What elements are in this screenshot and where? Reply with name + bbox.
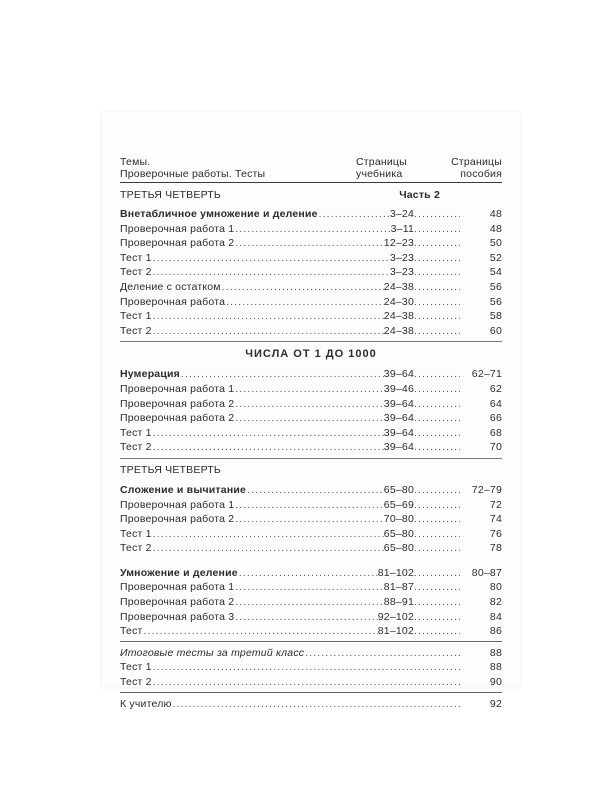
manual-page: 72–79 (471, 483, 502, 496)
row-lead (120, 624, 378, 639)
row-lead (120, 411, 384, 426)
manual-page: 88 (489, 646, 502, 659)
manual-page: 48 (489, 222, 502, 235)
contents-row (120, 660, 502, 675)
manual-page: 56 (489, 280, 502, 293)
contents-row (120, 483, 502, 498)
section2-title: ЧИСЛА ОТ 1 ДО 1000 (245, 348, 377, 361)
textbook-pages: 65–80 (383, 483, 414, 496)
dot-leader-tail (414, 566, 460, 581)
section1-list (120, 207, 502, 338)
dot-leader-tail (414, 324, 460, 339)
header-manual-line2: пособия (460, 168, 502, 180)
contents-row (120, 411, 502, 426)
row-title: Тест 2 (120, 542, 152, 555)
dot-leader-tail (414, 426, 460, 441)
section3-list-b (120, 566, 502, 639)
row-title: Итоговые тесты за третий класс (120, 646, 305, 659)
contents-row (120, 295, 502, 310)
header-topics (120, 152, 356, 182)
dot-leader (318, 207, 390, 222)
dot-leader-tail (414, 382, 460, 397)
dot-leader (152, 440, 384, 455)
manual-page: 84 (489, 610, 502, 623)
textbook-pages: 65–69 (383, 498, 414, 511)
row-lead (120, 527, 384, 542)
textbook-pages: 81–102 (377, 566, 414, 579)
manual-page: 86 (489, 625, 502, 638)
textbook-pages: 24–38 (383, 324, 414, 337)
section3-heading (120, 462, 502, 479)
textbook-pages: 12–23 (383, 237, 414, 250)
textbook-pages: 24–30 (383, 295, 414, 308)
row-lead (120, 397, 384, 412)
row-lead (120, 222, 391, 237)
contents-row (120, 222, 502, 237)
textbook-pages: 39–64 (383, 441, 414, 454)
dot-leader-tail (414, 595, 460, 610)
manual-page: 56 (489, 295, 502, 308)
contents-row (120, 251, 502, 266)
dot-leader (234, 595, 384, 610)
dot-leader-tail (414, 207, 460, 222)
manual-page: 50 (489, 237, 502, 250)
section3-title: ТРЕТЬЯ ЧЕТВЕРТЬ (120, 464, 222, 477)
row-lead (120, 610, 378, 625)
dot-leader (234, 498, 384, 513)
dot-leader-tail (414, 541, 460, 556)
manual-page: 90 (489, 676, 502, 689)
dot-leader (152, 527, 384, 542)
dot-leader (152, 324, 384, 339)
manual-page: 62–71 (471, 368, 502, 381)
row-lead (120, 367, 384, 382)
row-lead (120, 580, 384, 595)
contents-row (120, 440, 502, 455)
dot-leader (234, 411, 384, 426)
final-tests-title (120, 646, 502, 661)
dot-leader-tail (414, 624, 460, 639)
textbook-pages: 3–23 (389, 251, 414, 264)
contents-row (120, 397, 502, 412)
book-page (102, 112, 520, 710)
section1-divider (120, 341, 502, 342)
contents-row (120, 580, 502, 595)
dot-leader (152, 309, 384, 324)
dot-leader-tail (414, 309, 460, 324)
textbook-pages: 24–38 (383, 280, 414, 293)
dot-leader (152, 426, 384, 441)
row-title: Проверочная работа 2 (120, 412, 235, 425)
dot-leader-tail (414, 512, 460, 527)
row-title: К учителю (120, 697, 172, 710)
manual-page: 52 (489, 251, 502, 264)
dot-leader (234, 512, 384, 527)
row-title: Проверочная работа 2 (120, 513, 235, 526)
dot-leader-tail (414, 397, 460, 412)
row-title: Сложение и вычитание (120, 483, 247, 496)
teacher-entry (120, 697, 502, 712)
row-lead (120, 207, 390, 222)
dot-leader (246, 483, 384, 498)
dot-leader-tail (414, 580, 460, 595)
row-lead (120, 295, 384, 310)
manual-page: 80 (489, 581, 502, 594)
row-title: Тест 2 (120, 266, 152, 279)
header-topics-line2: Проверочные работы. Тесты (120, 168, 266, 180)
contents-row (120, 566, 502, 581)
row-title: Проверочная работа 1 (120, 498, 235, 511)
textbook-pages: 39–46 (383, 382, 414, 395)
textbook-pages: 88–91 (383, 596, 414, 609)
textbook-pages: 92–102 (377, 610, 414, 623)
row-title: Тест 1 (120, 310, 152, 323)
manual-page: 72 (489, 498, 502, 511)
row-lead (120, 675, 460, 690)
row-title: Проверочная работа 1 (120, 581, 235, 594)
contents-row (120, 595, 502, 610)
row-title: Тест 2 (120, 676, 152, 689)
manual-page: 82 (489, 596, 502, 609)
dot-leader (234, 580, 384, 595)
row-lead (120, 426, 384, 441)
dot-leader (238, 566, 378, 581)
dot-leader-tail (414, 483, 460, 498)
header-manual-line1: Страницы (451, 156, 502, 168)
dot-leader-tail (414, 440, 460, 455)
contents-row (120, 280, 502, 295)
contents-row (120, 610, 502, 625)
manual-page: 58 (489, 310, 502, 323)
dot-leader (225, 295, 384, 310)
textbook-pages: 24–38 (383, 310, 414, 323)
contents-row (120, 236, 502, 251)
header-divider (120, 182, 502, 183)
header-textbook-line2: учебника (356, 168, 403, 180)
row-title: Проверочная работа 1 (120, 222, 235, 235)
section1-title: ТРЕТЬЯ ЧЕТВЕРТЬ (120, 188, 222, 201)
contents-row (120, 426, 502, 441)
row-title: Проверочная работа 2 (120, 397, 235, 410)
dot-leader (234, 397, 384, 412)
contents-row (120, 498, 502, 513)
section3-list-a (120, 483, 502, 556)
dot-leader-tail (414, 411, 460, 426)
manual-page: 48 (489, 208, 502, 220)
textbook-pages: 65–80 (383, 527, 414, 540)
dot-leader (234, 222, 390, 237)
dot-leader-tail (414, 527, 460, 542)
contents-row (120, 624, 502, 639)
header-textbook-line1: Страницы (356, 156, 407, 168)
row-lead (120, 265, 390, 280)
manual-page: 70 (489, 441, 502, 454)
dot-leader (172, 697, 460, 712)
section1-heading (120, 186, 502, 203)
row-lead (120, 280, 384, 295)
dot-leader-tail (414, 222, 460, 237)
header-manual-pages (442, 152, 502, 182)
row-title: Проверочная работа 3 (120, 610, 235, 623)
dot-leader (304, 646, 460, 661)
row-title: Тест 1 (120, 426, 152, 439)
dot-leader (152, 660, 460, 675)
manual-page: 74 (489, 513, 502, 526)
dot-leader-tail (414, 236, 460, 251)
row-title: Нумерация (120, 368, 180, 381)
row-lead (120, 660, 460, 675)
row-title: Тест 1 (120, 661, 152, 674)
row-title: Тест 2 (120, 441, 152, 454)
table-of-contents (120, 152, 502, 711)
manual-page: 88 (489, 661, 502, 674)
manual-page: 78 (489, 542, 502, 555)
contents-row (120, 265, 502, 280)
manual-page: 80–87 (471, 566, 502, 579)
dot-leader-tail (414, 367, 460, 382)
dot-leader (152, 541, 384, 556)
row-lead (120, 498, 384, 513)
row-lead (120, 309, 384, 324)
textbook-pages: 3–23 (389, 266, 414, 279)
manual-page: 64 (489, 397, 502, 410)
contents-row (120, 367, 502, 382)
contents-row (120, 527, 502, 542)
row-title: Проверочная работа 1 (120, 382, 235, 395)
row-title: Деление с остатком (120, 280, 221, 293)
row-lead (120, 697, 460, 712)
manual-page: 66 (489, 412, 502, 425)
textbook-pages: 65–80 (383, 542, 414, 555)
manual-page: 54 (489, 266, 502, 279)
section2-list (120, 367, 502, 455)
dot-leader (221, 280, 384, 295)
textbook-pages: 39–64 (383, 397, 414, 410)
dot-leader (152, 675, 460, 690)
contents-header (120, 152, 502, 182)
textbook-pages: 39–64 (383, 426, 414, 439)
row-lead (120, 483, 384, 498)
dot-leader-tail (414, 610, 460, 625)
dot-leader (152, 251, 390, 266)
row-lead (120, 324, 384, 339)
row-lead (120, 251, 390, 266)
contents-row (120, 675, 502, 690)
dot-leader (143, 624, 378, 639)
header-textbook-pages (356, 152, 442, 182)
dot-leader (234, 610, 377, 625)
dot-leader-tail (414, 251, 460, 266)
final-tests-divider (120, 641, 502, 642)
textbook-pages: 81–102 (377, 625, 414, 638)
manual-page: 92 (489, 697, 502, 710)
textbook-pages: 39–64 (383, 368, 414, 381)
dot-leader (152, 265, 390, 280)
row-lead (120, 566, 378, 581)
teacher-row (120, 697, 502, 712)
row-title: Проверочная работа 2 (120, 596, 235, 609)
contents-row (120, 309, 502, 324)
manual-page: 76 (489, 527, 502, 540)
contents-row (120, 382, 502, 397)
row-title: Внетабличное умножение и деление (120, 208, 318, 220)
row-lead (120, 595, 384, 610)
manual-page: 60 (489, 324, 502, 337)
dot-leader-tail (414, 280, 460, 295)
textbook-pages: 3–24 (389, 208, 414, 220)
row-lead (120, 236, 384, 251)
contents-row (120, 207, 502, 222)
dot-leader-tail (414, 265, 460, 280)
dot-leader (234, 382, 384, 397)
contents-row (120, 324, 502, 339)
manual-page: 62 (489, 382, 502, 395)
row-title: Умножение и деление (120, 566, 238, 579)
manual-page: 68 (489, 426, 502, 439)
contents-row (120, 512, 502, 527)
dot-leader (180, 367, 384, 382)
row-lead (120, 512, 384, 527)
header-topics-line1: Темы. (120, 156, 151, 168)
dot-leader-tail (414, 498, 460, 513)
row-title: Проверочная работа 2 (120, 237, 235, 250)
row-lead (120, 541, 384, 556)
row-lead (120, 646, 460, 661)
contents-row (120, 541, 502, 556)
row-title: Тест 1 (120, 527, 152, 540)
section1-part: Часть 2 (399, 188, 440, 201)
dot-leader (234, 236, 384, 251)
dot-leader-tail (414, 295, 460, 310)
row-lead (120, 382, 384, 397)
row-lead (120, 440, 384, 455)
textbook-pages: 81–87 (383, 581, 414, 594)
textbook-pages: 70–80 (383, 513, 414, 526)
row-title: Тест (120, 625, 143, 638)
final-tests-list (120, 646, 502, 690)
teacher-divider (120, 692, 502, 693)
textbook-pages: 39–64 (383, 412, 414, 425)
row-title: Тест 2 (120, 324, 152, 337)
textbook-pages: 3–11 (390, 222, 414, 235)
row-title: Тест 1 (120, 251, 152, 264)
row-title: Проверочная работа (120, 295, 226, 308)
section2-divider (120, 458, 502, 459)
